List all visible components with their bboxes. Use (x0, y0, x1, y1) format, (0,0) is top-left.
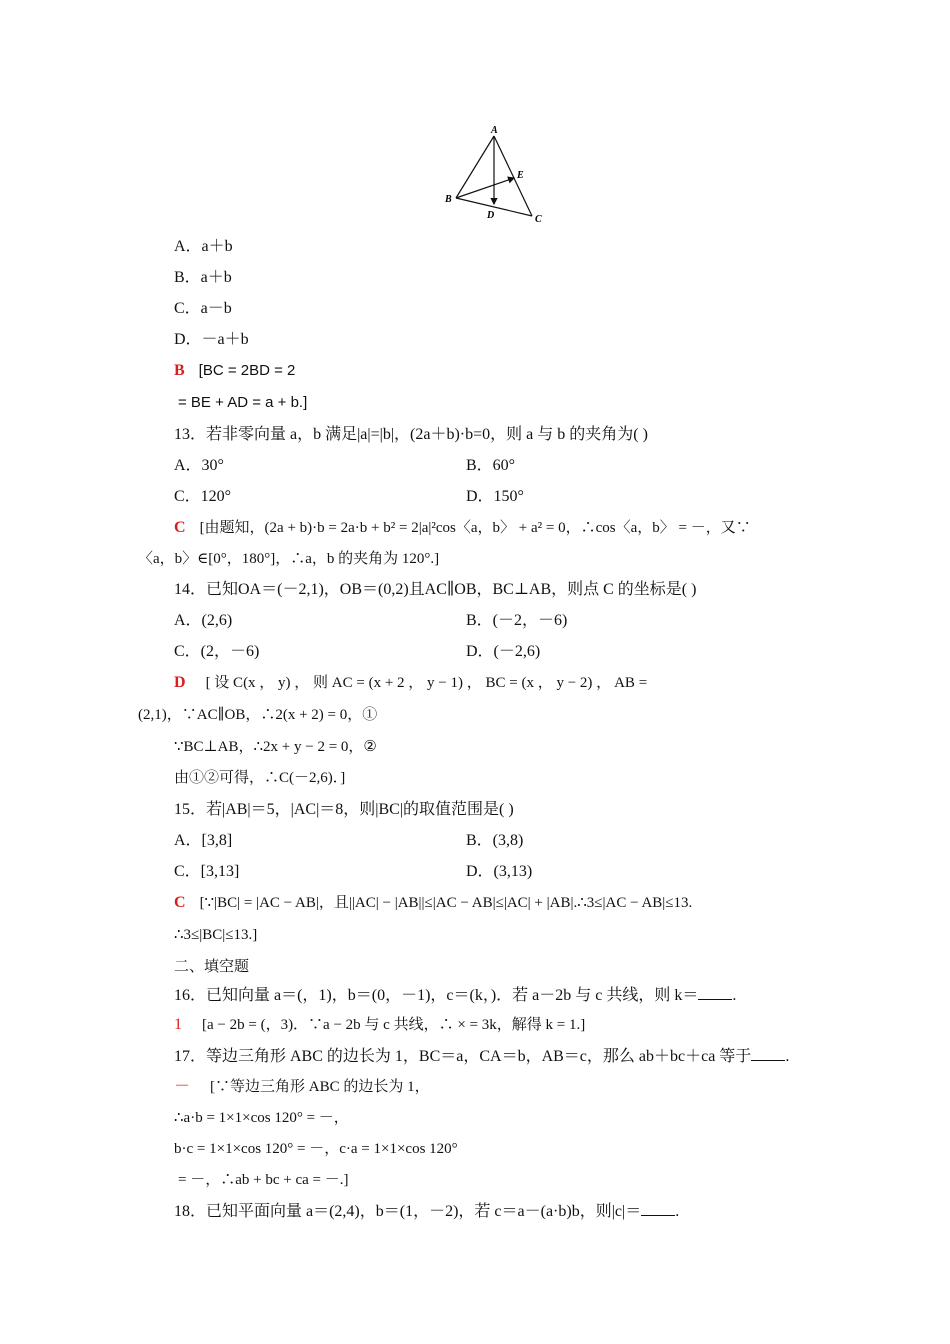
q13-option-a: A．30° (174, 457, 224, 474)
q18-answer-blank (641, 1201, 675, 1216)
q17-stem-end: . (785, 1048, 790, 1065)
q12-answer: B (174, 362, 185, 379)
q16-stem: 16．已知向量 a＝(，1)，b＝(0，－1)，c＝(k，)．若 a－2b 与 c 共线，则 k＝ (174, 987, 699, 1004)
q17-solution-line-4: = －，∴ab + bc + ca = －.] (178, 1172, 349, 1188)
q14-answer: D (174, 674, 186, 691)
q14-option-b: B．(－2，－6) (466, 612, 568, 629)
q12-option-a: A．a＋b (174, 238, 233, 255)
q17-solution-line-3: b·c = 1×1×cos 120° = －，c·a = 1×1×cos 120° (174, 1141, 458, 1157)
figure-label-e: E (517, 170, 524, 181)
triangle-side-ab (456, 136, 494, 198)
q17-answer-blank (751, 1046, 785, 1061)
q14-solution-line-1 (174, 673, 647, 693)
q12-solution-line-2: = BE + AD = a + b.] (178, 394, 308, 411)
q14-option-d: D．(－2,6) (466, 643, 541, 660)
q12-option-d: D．－a＋b (174, 331, 249, 348)
q13-solution-text-1: [由题知，(2a + b)·b = 2a·b + b² = 2|a|²cos〈a，b〉 + a² = 0，∴cos〈a，b〉 = －，又∵ (199, 520, 751, 536)
figure-label-a: A (491, 125, 498, 136)
q14-option-c: C．(2，－6) (174, 643, 260, 660)
q15-solution-line-2: ∴3≤|BC|≤13.] (174, 927, 258, 943)
q14-solution-text-1: [ 设 C(x ， y) ， 则 AC = (x + 2 ， y − 1) ， BC = (x ， y − 2) ， AB = (205, 675, 648, 691)
q15-solution-text-1: [∵|BC| = |AC − AB|，且||AC| − |AB||≤|AC − AB|≤|AC| + |AB|.∴3≤|AC − AB|≤13. (199, 895, 693, 911)
q14-solution-line-3: ∵BC⊥AB，∴2x + y − 2 = 0，② (174, 739, 377, 755)
q16-stem-line (174, 985, 736, 1006)
q18-stem: 18．已知平面向量 a＝(2,4)，b＝(1，－2)，若 c＝a－(a·b)b，则|c|＝ (174, 1203, 642, 1220)
q14-stem: 14．已知OA＝(－2,1)，OB＝(0,2)且AC∥OB，BC⊥AB，则点 C 的坐标是( ) (174, 581, 697, 598)
figure-label-b: B (445, 194, 452, 205)
q15-stem: 15．若|AB|＝5，|AC|＝8，则|BC|的取值范围是( ) (174, 801, 514, 818)
q12-option-b: B．a＋b (174, 269, 232, 286)
q14-solution-line-4: 由①②可得，∴C(－2,6)．] (174, 770, 346, 786)
q16-stem-end: . (732, 987, 737, 1004)
q14-solution-line-2: (2,1)，∵AC∥OB，∴2(x + 2) = 0，① (138, 707, 378, 723)
q13-solution-line-1 (174, 518, 751, 538)
q14-option-a: A．(2,6) (174, 612, 233, 629)
q17-answer: － (174, 1078, 191, 1095)
q12-solution-text-1: [BC = 2BD = 2 (198, 362, 296, 379)
q18-stem-line (174, 1201, 679, 1222)
q15-solution-line-1 (174, 893, 692, 913)
q17-stem: 17．等边三角形 ABC 的边长为 1，BC＝a，CA＝b，AB＝c，那么 ab＋bc＋ca 等于 (174, 1048, 752, 1065)
q13-stem: 13．若非零向量 a，b 满足|a|=|b|，(2a＋b)·b=0，则 a 与 b 的夹角为( ) (174, 426, 648, 443)
q15-option-d: D．(3,13) (466, 863, 533, 880)
q13-solution-line-2: 〈a，b〉∈[0°，180°]，∴a，b 的夹角为 120°.] (138, 551, 440, 567)
figure-label-d: D (487, 210, 495, 221)
triangle-side-ac (494, 136, 532, 216)
q12-option-c: C．a－b (174, 300, 232, 317)
q16-solution-line (174, 1015, 585, 1035)
section-heading-fill-in: 二、填空题 (174, 957, 250, 975)
q18-stem-end: . (675, 1203, 680, 1220)
q16-solution-text: [a − 2b = (，3)．∵a − 2b 与 c 共线，∴ × = 3k，解得 k = 1.] (202, 1017, 586, 1033)
q17-solution-line-1 (174, 1077, 430, 1097)
q17-solution-line-2: ∴a·b = 1×1×cos 120° = －， (174, 1110, 349, 1126)
q13-answer: C (174, 519, 186, 536)
q13-option-d: D．150° (466, 488, 524, 505)
q17-stem-line (174, 1046, 789, 1067)
figure-label-c: C (535, 214, 542, 225)
q17-solution-text-1: [∵等边三角形 ABC 的边长为 1， (210, 1079, 430, 1095)
triangle-figure (440, 122, 550, 230)
q12-solution-line-1 (174, 361, 295, 381)
q13-option-b: B．60° (466, 457, 516, 474)
q16-answer-blank (698, 985, 732, 1000)
q15-option-b: B．(3,8) (466, 832, 524, 849)
q13-option-c: C．120° (174, 488, 232, 505)
q15-option-c: C．[3,13] (174, 863, 240, 880)
q15-answer: C (174, 894, 186, 911)
q16-answer: 1 (174, 1016, 182, 1033)
vector-be (456, 178, 514, 198)
q15-option-a: A．[3,8] (174, 832, 233, 849)
